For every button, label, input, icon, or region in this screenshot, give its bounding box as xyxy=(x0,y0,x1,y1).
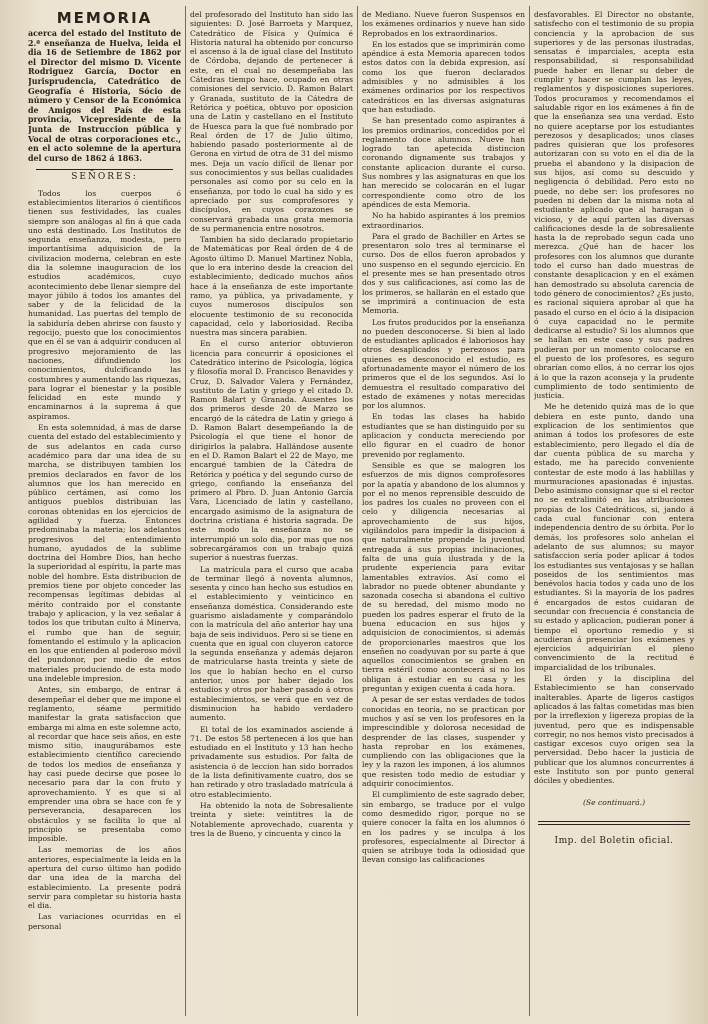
paragraph: Sensible es que se malogren los esfuerzos de mis dignos comprofesores por la apatía y abandono de los alumnos y por el no menos reprensible descuido de los padres los cuales no proveen con el celo y diligencia necesarias al aprovechamiento de sus hijos, vigilándolos para impedir la disipacion á que naturalmente propende la juventud entregada á sus propias inclinaciones, falta de una guía ilustrada y de la prudente experiencia para evitar lamentables extravíos. Así como el labrador no puede obtener abundante y sazonada cosecha si abandona el cultivo de su heredad, del mismo modo no pueden los padres esperar el fruto de la buena educacion en sus hijos y adquisicion de conocimientos, si además de proporcionarles maestros que los enseñen no coadyuvan por su parte á que aquellos conocimientos se graben en tierra estéril como acontecerá si no los obligan á estudiar en su casa y les preguntan y exigen cuenta á cada hora. xyxy=(362,460,525,694)
paragraph: Antes, sin embargo, de entrar á desempeñar el deber que me impone el reglamento, séame permitido manifestar la grata satisfaccion que embarga mi alma en este solemne acto, al recordar que hace seis años, en este mismo sitio, inaugurábamos este establecimiento científico careciendo de todos los medios de enseñanza y hay casi puede decirse que posee lo necesario para dar la con fruto y aprovechamiento. Y es que si al emprender una obra se hace con fe y perseverancia, desaparecen los obstáculos y se facilita lo que al principio se presentaba como imposible. xyxy=(28,685,181,844)
paragraph: El total de los examinados asciende á 71. De estos 58 pertenecen á los que han estudiado en el Instituto y 13 han hecho privadamente sus estudios. Por falta de asistencia ó de leccion han sido borrados de la lista definitivamente cuatro, dos se han retirado y otro trasladado matrícula á otro establecimiento. xyxy=(190,724,353,799)
paragraph: A pesar de ser estas verdades de todos conocidas en teoría, no se practican por muchos y así se ven los profesores en la imprescindible y dolorosa necesidad de desprender de las clases, suspender y hasta reprobar en los exámenes, cumpliendo con las obligaciones que la ley y la razon les imponen, á los alumnos que resisten todo medio de estudiar y adquirir conocimientos. xyxy=(362,695,525,789)
article-title: MEMORIA xyxy=(56,10,153,27)
paragraph: En todas las clases ha habido estudiantes que se han distinguido por su aplicacion y conducta mereciendo por ello figurar en el cuadro de honor prevenido por reglamento. xyxy=(362,412,525,459)
paragraph: Las memorias de los años anteriores, especialmente la leida en la apertura del curso último han podido dar una idea de la marcha del establecimiento. La presente podrá servir para completar su historia hasta el dia. xyxy=(28,845,181,911)
column-3 xyxy=(362,10,525,1010)
paragraph: No ha habido aspirantes á los premios extraordinarios. xyxy=(362,211,525,230)
paragraph: Todos los cuerpos ó establecimientos literarios ó científicos tienen sus festividades, las cuales siempre son análogas al fin á que cada uno está destinado. Los Institutos de segunda enseñanza, modesta, pero importantísima adquisicion de la civilizacion moderna, celebran en este dia la solemne inauguracion de los estudios académicos, cuyo acontecimiento debe llenar siempre del mayor júbilo á todos los amantes del saber y de la felicidad de la humanidad. Las puertas del templo de la sabiduría deben abrirse con fausto y regocijo, puesto que los conocimientos que en él se van á adquirir conducen al progresivo mejoramiento de las naciones, difundiendo los conocimientos, dulcificando las costumbres y aumentando las riquezas, para lograr el bienestar y la posible felicidad en este mundo y encaminarnos á la suprema á que aspiramos. xyxy=(28,188,181,421)
paragraph: Me he detenido quizá mas de lo que debiera en este punto, dando una explicacion de los sentimientos que animan á todos los profesores de este establecimiento, pero llegado el día de dar cuenta pública de su marcha y estado, me ha parecido conveniente contestar de este modo á las hablillas y murmuraciones apasionadas é injustas. Debo asimismo consignar que si el rector no se extralimitó en las atribuciones propias de los Catedráticos, si, jando á cada cual funcionar con entera independencia dentro de su órbita. Por lo demás, los profesores solo anhelan el adelanto de sus alumnos; su mayor satisfaccion sería poder aplicar á todos los estudiantes sus ventajosas y se hallan poseidos de los sentimientos mas benévolos hacia todos y cada uno de los estudiantes. Si la mayoría de los padres é encargados de estos cuidaran de secundar con frecuencia é constancia de su estado y aplicacion, pudieran poner á tiempo el oportuno remedio y si acudieran á presenciar los exámenes y ejercicios adquirirían el pleno convencimiento de la rectitud é imparcialidad de los tribunales. xyxy=(534,402,694,672)
continuation-note: (Se continuará.) xyxy=(582,797,646,807)
paragraph: En los estados que se imprimirán como apéndice á esta Memoria aparecen todos estos datos con la debida expresion, así como los que fueron declarados admisibles y no admisibles á los exámenes ordinarios por los respectivos catedráticos en las diversas asignaturas que han estudiado. xyxy=(362,39,525,114)
paragraph: del profesorado del Instituto han sido las siguientes: D. José Barroeta y Marquez, Catedrático de Física y Química é Historia natural ha obtenido por concurso el ascenso á la de igual clase del Instituto de Córdoba, dejando de pertenecer á este, en el cual no desempeñaba las Cátedras tiempo hace, ocupado en otras comisiones del servicio. D. Ramon Balart y Granada, sustituto de la Cátedra de Retórica y poética, obtuvo por oposicion una de Latin y castellano en el Instituto de Huesca para la que fué nombrado por Real órden de 17 de Julio último, habiendo pasado posteriormente al de Gerona en virtud de otra de 31 del mismo mes. Deja un vacío difícil de llenar por sus conocimientos y sus bellas cualidades personales así como por su celo en la enseñanza, por todo lo cual ha sido y es apreciado por sus comprofesores y discípulos, en cuyos corazones se conservará grabada una grata memoria de su permanencia entre nosotros. xyxy=(190,10,353,233)
paragraph: desfavorables. El Director no obstante, satisfecho con el testimonio de su propia conciencia y la aprobacion de sus superiores y de las personas ilustradas, sensatas é imparciales, acepta esta responsabilidad, si responsabilidad puede haber en llenar su deber de cumplir y hacer se cumplan las leyes, reglamentos y disposiciones superiores. Todos procuramos y recomendamos el saludable rigor en los exámenes á fin de que la enseñanza sea una verdad. Esto no quiere aceptarse por los estudiantes perezosos y desaplicados; unos clases padres quisieran que los profesores autorizaran con su voto en el dia de la prueba el abandono y la disipacion de sus hijos, así como su descuido y negligencia ó debilidad. Pero esto no puede, no debe ser: los profesores no pueden ni deben dar la misma nota al estudiante aplicado que al haragan ó vicioso, y de aquí parten las diversas calificaciones desde la de sobresaliente hasta la de reprobado segun cada uno merezca. ¿Qué han de hacer los profesores con los alumnos que durante todo el curso han dado muestras de constante desaplicacion y en el exámen han demostrado su absoluta carencia de todo género de conocimientos? ¿Es justo, es racional siquiera aprobar al que ha pasado el curso en el ócio á la disipacion ó cuya capacidad no le permite dedicarse al estudio? Si los alumnos que se hallan en este caso y sus padres pudieran por un momento colocarse en el puesto de los profesores, es seguro obrarían como ellos, á no cerrar los ojos á lo que la razon aconseja y la prudente cumplimiento de todo sentimiento de justicia. xyxy=(534,10,694,401)
column-rule xyxy=(185,6,186,1016)
paragraph: Se han presentado como aspirantes á los premios ordinarios, concedidos por el reglamento doce alumnos. Nueve han logrado tan apetecida distincion coronando dignamente sus trabajos y constante aplicacion durante el curso. Sus nombres y las asignaturas en que los han merecido se colocarán en el lugar correspondiente como otro de los apéndices de esta Memoria. xyxy=(362,116,525,209)
paragraph: Las variaciones ocurridas en el personal xyxy=(28,912,181,931)
title-divider xyxy=(36,169,173,170)
paragraph: En el curso anterior obtuvieron licencia para concurrir á oposiciones el Catedrático interino de Psicología, lógica y filosofía moral D. Francisco Benavides y Cruz, D. Salvador Valera y Fernández, sustituto de Latin y griego y el citado D. Ramon Balart y Granada. Ausentes los dos primeros desde 20 de Marzo se encargó de la cátedra de Latin y griego á D. Ramon Balart desempeñando la de Psicología el que tiene el honor de dirigirlos la palabra. Hallándose ausente en el D. Ramon Balart el 22 de Mayo, me encargué tambien de la Cátedra de Retórica y poética y del segundo curso de griego, confiando la enseñanza del primero al Pbro. D. Juan Antonio García Vara, Licenciado de latin y castellano, encargado asimismo de la asignatura de doctrina cristiana é historia sagrada. De este modo la enseñanza no se interrumpió un solo dia, por mas que nos sobrecargáramos con un trabajo quizá superior á nuestras fuerzas. xyxy=(190,339,353,563)
paragraph: Ha obtenido la nota de Sobresaliente treinta y siete: veintitres la de Notablemente aprovechado, cuarenta y tres la de Bueno, y cincuenta y cinco la xyxy=(190,800,353,838)
column-2 xyxy=(190,10,353,1010)
paragraph: La matrícula para el curso que acaba de terminar llegó á noventa alumnos, sesenta y cinco han hecho sus estudios en el establecimiento y veinticinco en enseñanza doméstica. Considerando este guarismo aisladamente y comparándolo con la matrícula del año anterior hay una baja de seis individuos. Pero si se tiene en cuenta que en igual con cluyeron catorce la segunda enseñanza y además dejaron de matricularse hasta treinta y siete de los que lo habían hecho en el curso anterior, unos por haber dejado los estudios y otros por haber pasado á otros establecimientos, se verá que en vez de disminucion ha habido verdadero aumento. xyxy=(190,564,353,723)
end-rule-thin xyxy=(538,824,690,825)
paragraph: En esta solemnidad, á mas de darse cuenta del estado del establecimiento y de sus adelantos en cada curso académico para dar una idea de su marcha, se distribuyen tambien los premios declarados en favor de los alumnos que los han merecido en público certámen, así como los antiguos pueblos distribuian las coronas obtenidas en los ejercicios de agilidad y fuerza. Entonces predominaba la materia; los adelantos progresivos del entendimiento humano, ayudados de la sublime doctrina del Hombre Dios, han hecho la superioridad al espíritu, la parte mas noble del hombre. Esta distribucion de premios tiene por objeto conceder las recompensas legítimas debidas al mérito contraido por el constante trabajo y aplicacion, y la vez señalar á todos los que tributan culto á Minerva, el rumbo que han de seguir, fomentando el estímulo y la aplicacion en los que entienden al poderoso móvil del pundonor, por medio de estos materiales produciendo de esta modo una indeleble impresion. xyxy=(28,423,181,684)
column-rule xyxy=(529,6,530,1016)
printer-imprint: Imp. del Boletin oficial. xyxy=(554,835,674,846)
paragraph: El cumplimiento de este sagrado deber, sin embargo, se traduce por el vulgo como desmedido rigor, porque no se quiere conocer la falta en los alumnos ó en los padres y se inculpa á los profesores, especialmente al Director á quien se atribuye toda la odiosidad que llevan consigo las calificaciones xyxy=(362,790,525,865)
paragraph: de Mediano. Nueve fueron Suspensos en los exámenes ordinarios y nueve han sido Reprobados en los extraordinarios. xyxy=(362,10,525,38)
column-4 xyxy=(534,10,694,1010)
paragraph: Tambien ha sido declarado propietario de Matemáticas por Real órden de 4 de Agosto último D. Manuel Martinez Nobla, que lo era interino desde la creacion del establecimiento, dedicado muchos años hace á la enseñanza de este importante ramo, ya pública, ya privadamente, y cuyos numerosos discípulos son elocuente testimonio de su reconocida capacidad, celo y laboriosidad. Reciba nuestra mas sincera parabien. xyxy=(190,235,353,338)
column-1 xyxy=(28,10,181,1010)
paragraph: Los frutos producidos por la enseñanza no pueden desconocerse. Si bien al lado de estudiantes aplicados é laboriosos hay otros desaplicados y perezosos para quienes es desconocido el estudio, es afortunadamente mayor el número de los primeros que el de los segundos. Así lo demuestra el resultado comparativo del estado de exámenes y notas merecidas por los alumnos. xyxy=(362,317,525,411)
paragraph: El órden y la disciplina del Establecimiento se han conservado inalterables. Aparte de ligeros castigos aplicados á las faltas cometidas mas bien por la irreflexion y ligereza propias de la juventud, pero que es indispensable corregir, no nos hemos visto precisados á castigar excesos cuyo origen sea la perversidad. Debo hacer la justicia de publicar que los alumnos concurrentes á este Instituto son por punto general dóciles y obedientes. xyxy=(534,674,694,786)
end-rule xyxy=(538,821,690,822)
salutation: SEÑORES: xyxy=(71,172,138,183)
paragraph: Para el grado de Bachiller en Artes se presentaron solo tres al terminarse el curso. Dos de ellos fueron aprobados y uno suspenso en el segundo ejercicio. En el presente mes se han presentado otros dos y sus calificaciones, así como las de los primeros, se hallarán en el estado que se imprimirá a continuacion de esta Memoria. xyxy=(362,231,525,316)
column-rule xyxy=(357,6,358,1016)
article-subtitle: acerca del estado del Instituto de 2.ª enseñanza de Huelva, leida el dia 16 de Setiembre de 1862 por el Director del mismo D. Vicente Rodriguez García, Doctor en Jurisprudencia, Catedrático de Geografía é Historia, Sócio de número y Censor de la Económica de Amigos del País de esta provincia, Vicepresidente de la Junta de Instruccion pública y Vocal de otras corporaciones etc., en el acto solemne de la apertura del curso de 1862 á 1863. xyxy=(28,29,181,163)
